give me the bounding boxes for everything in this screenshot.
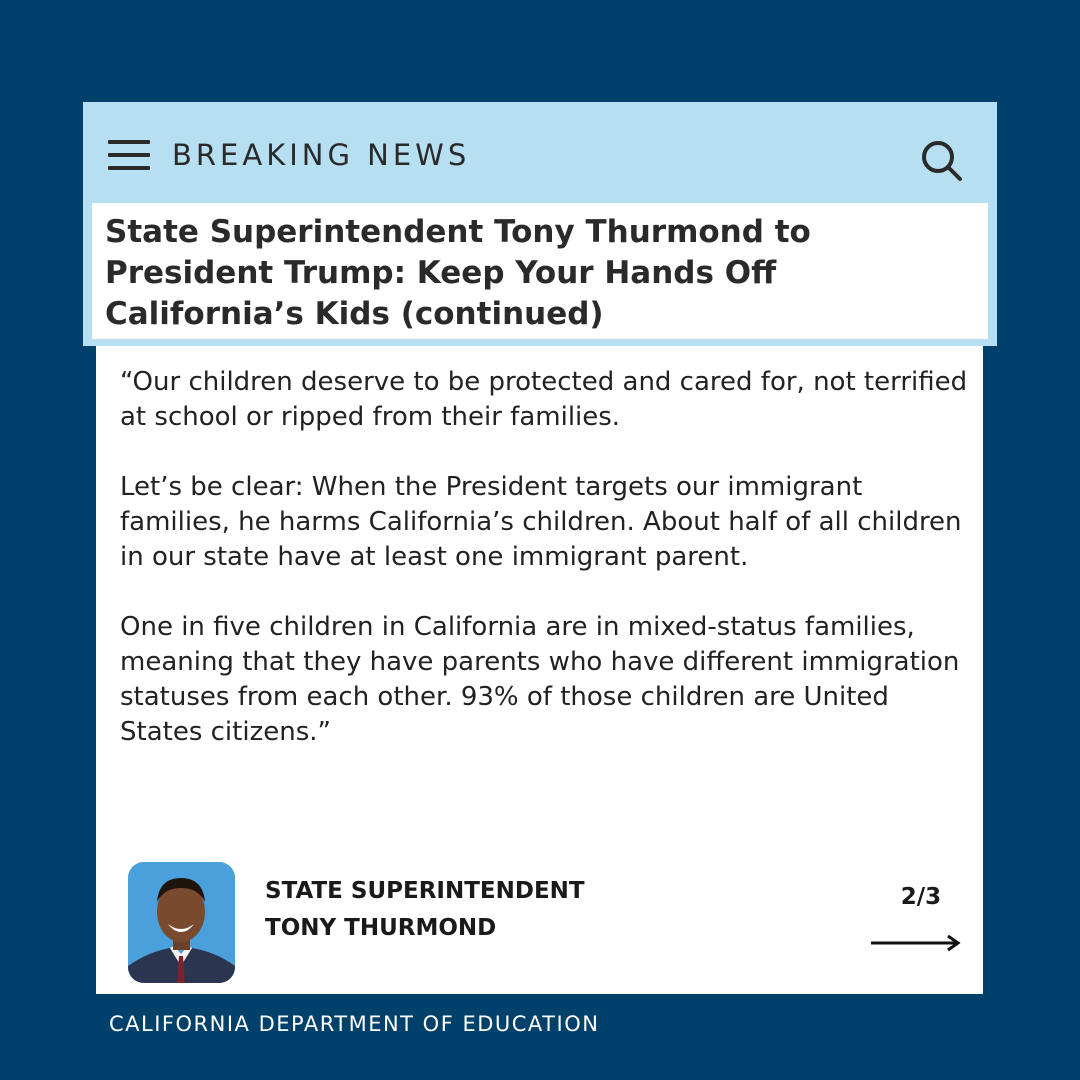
quote-paragraph: “Our children deserve to be protected and cared for, not terrified at school or ripped from their families. [120, 367, 968, 432]
hamburger-menu-icon[interactable] [108, 140, 150, 172]
headline-line: State Superintendent Tony Thurmond to [105, 214, 811, 250]
footer-organization: CALIFORNIA DEPARTMENT OF EDUCATION [109, 1012, 600, 1036]
news-header [83, 102, 997, 346]
quote-paragraph: One in five children in California are in mixed-status families, meaning that they have parents who have different immigration statuses from each other. 93% of those children are United States citizens.” [120, 612, 960, 747]
speaker-title: STATE SUPERINTENDENT [265, 878, 585, 904]
quote-card [96, 346, 983, 994]
quote-text [120, 365, 970, 785]
right-arrow-icon[interactable] [870, 933, 962, 953]
speaker-avatar [128, 862, 235, 983]
search-icon[interactable] [919, 138, 963, 182]
headline-line: President Trump: Keep Your Hands Off [105, 255, 777, 291]
page-indicator: 2/3 [900, 884, 942, 910]
headline [105, 212, 975, 335]
speaker-name: TONY THURMOND [265, 915, 497, 941]
speaker-caption [265, 873, 585, 947]
brand-title: BREAKING NEWS [172, 138, 471, 172]
quote-paragraph: Let’s be clear: When the President targets our immigrant families, he harms California’s children. About half of all children in our state have at least one immigrant parent. [120, 472, 962, 572]
headline-box [92, 203, 988, 339]
headline-line: California’s Kids (continued) [105, 296, 604, 332]
